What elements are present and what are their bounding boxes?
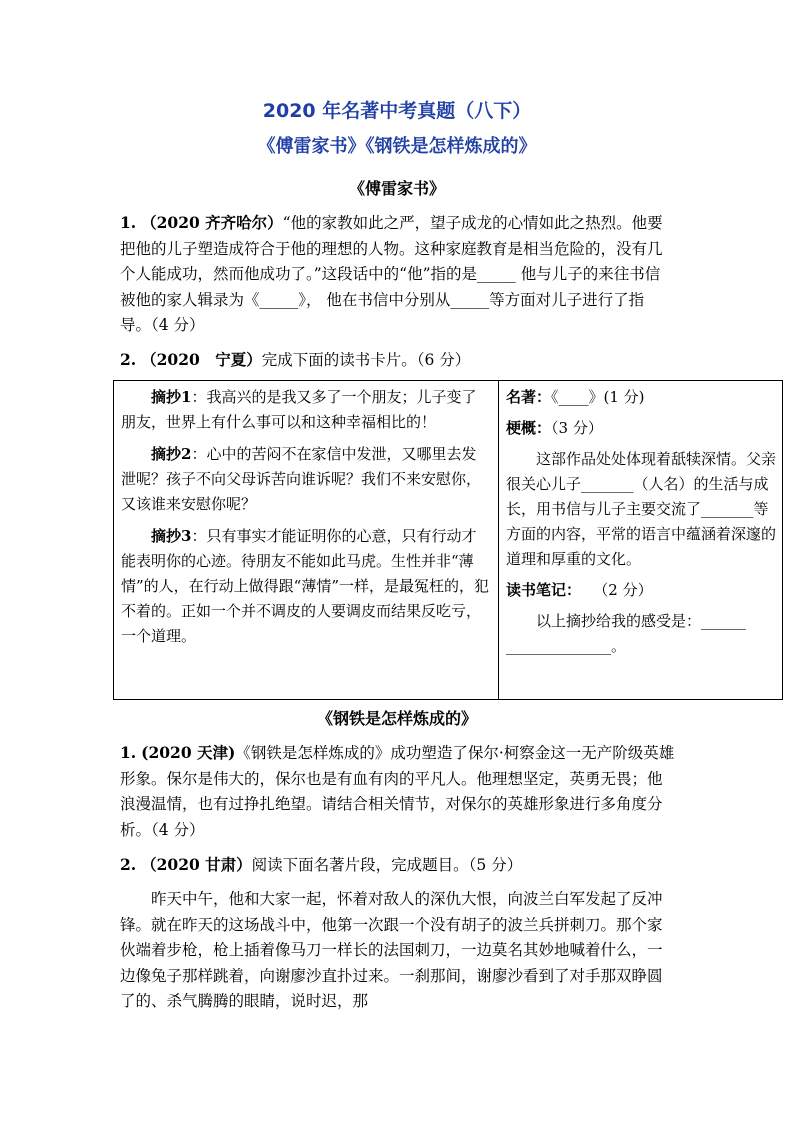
page-title: 2020 年名著中考真题（八下）	[262, 100, 532, 122]
excerpt-3	[121, 524, 491, 649]
card-info	[506, 385, 778, 665]
section-heading-fulei: 《傅雷家书》	[348, 179, 445, 198]
question-number: 2.	[120, 350, 137, 369]
question-text: 《钢铁是怎样炼成的》成功塑造了保尔·柯察金这一无产阶级英雄形象。保尔是伟大的，保尔也是有血有肉的平凡人。他理想坚定，英勇无畏；他浪漫温情，也有过挣扎绝望。请结合相关情节，对保尔的英雄形象进行多角度分析。（4 分）	[120, 744, 675, 839]
question-number: 2.	[120, 855, 137, 874]
summary-row	[506, 416, 778, 441]
excerpt-number: 2	[181, 445, 192, 463]
question-source: (2020 天津)	[141, 743, 236, 762]
excerpt-number: 1	[181, 388, 192, 406]
notes-row	[506, 578, 778, 603]
excerpt-label: 摘抄	[151, 445, 182, 463]
excerpt-2	[121, 442, 491, 517]
question-text: “他的家教如此之严，望子成龙的心情如此之热烈。他要把他的儿子塑造成符合于他的理想的人物。这种家庭教育是相当危险的，没有几个人能成功，然而他成功了。”这段话中的“他”指的是_____ 他与儿子的来往书信被他的家人辑录为《_____》， 他在书信中分别从_____等方面对儿子进行了指导。（4 分）	[120, 214, 663, 334]
notes-label: 读书笔记：	[506, 581, 574, 599]
excerpt-text: ：心中的苦闷不在家信中发泄，又哪里去发泄呢？孩子不向父母诉苦向谁诉呢？我们不来安慰你，又该谁来安慰你呢？	[121, 445, 482, 513]
question-1-fulei	[120, 210, 675, 339]
book-blank: 《____》(1 分)	[551, 388, 645, 406]
excerpt-text: ：我高兴的是我又多了一个朋友；儿子变了朋友，世界上有什么事可以和这种幸福相比的！	[121, 388, 477, 431]
excerpt-label: 摘抄	[151, 527, 182, 545]
question-text: 完成下面的读书卡片。（6 分）	[261, 351, 471, 369]
excerpt-1	[121, 385, 491, 435]
card-divider	[498, 381, 499, 699]
question-1-steel	[120, 740, 675, 843]
reading-passage	[120, 887, 675, 1015]
notes-points: （2 分）	[573, 581, 653, 599]
section-heading-steel: 《钢铁是怎样炼成的》	[316, 709, 477, 728]
question-2-steel	[120, 852, 675, 879]
excerpt-text: ：只有事实才能证明你的心意，只有行动才能表明你的心迹。待朋友不能如此马虎。生性并非“薄情”的人，在行动上做得跟“薄情”一样，是最冤枉的，犯不着的。正如一个并不调皮的人要调皮而结果反吃亏，一个道理。	[121, 527, 490, 645]
question-text: 阅读下面名著片段，完成题目。（5 分）	[251, 856, 523, 874]
summary-text: 这部作品处处体现着舐犊深情。父亲很关心儿子_______（人名）的生活与成长，用书信与儿子主要交流了_______等方面的内容，平常的语言中蕴涵着深邃的道理和厚重的文化。	[506, 450, 777, 568]
summary-label: 梗概：	[506, 419, 552, 437]
notes-text: 以上摘抄给我的感受是：______ ______________。	[506, 612, 747, 655]
reading-card	[113, 380, 783, 700]
passage-text: 昨天中午，他和大家一起，怀着对敌人的深仇大恨，向波兰白军发起了反冲锋。就在昨天的这场战斗中，他第一次跟一个没有胡子的波兰兵拼刺刀。那个家伙端着步枪，枪上插着像马刀一样长的法国刺刀，一边莫名其妙地喊着什么，一边像兔子那样跳着，向谢廖沙直扑过来。一刹那间，谢廖沙看到了对手那双睁圆了的、杀气腾腾的眼睛，说时迟，那	[120, 890, 663, 1010]
excerpt-label: 摘抄	[151, 388, 182, 406]
question-number: 1.	[120, 743, 137, 762]
question-source: （2020 甘肃）	[141, 855, 252, 874]
page-subtitle: 《傅雷家书》《钢铁是怎样炼成的》	[257, 136, 537, 157]
book-label: 名著：	[506, 388, 552, 406]
excerpt-number: 3	[181, 527, 192, 545]
question-source: （2020 宁夏）	[141, 350, 262, 369]
card-excerpts	[121, 385, 491, 656]
question-source: （2020 齐齐哈尔）	[141, 213, 283, 232]
question-number: 1.	[120, 213, 137, 232]
question-2-fulei	[120, 347, 675, 374]
book-name-row	[506, 385, 778, 410]
summary-points: （3 分）	[551, 419, 603, 437]
